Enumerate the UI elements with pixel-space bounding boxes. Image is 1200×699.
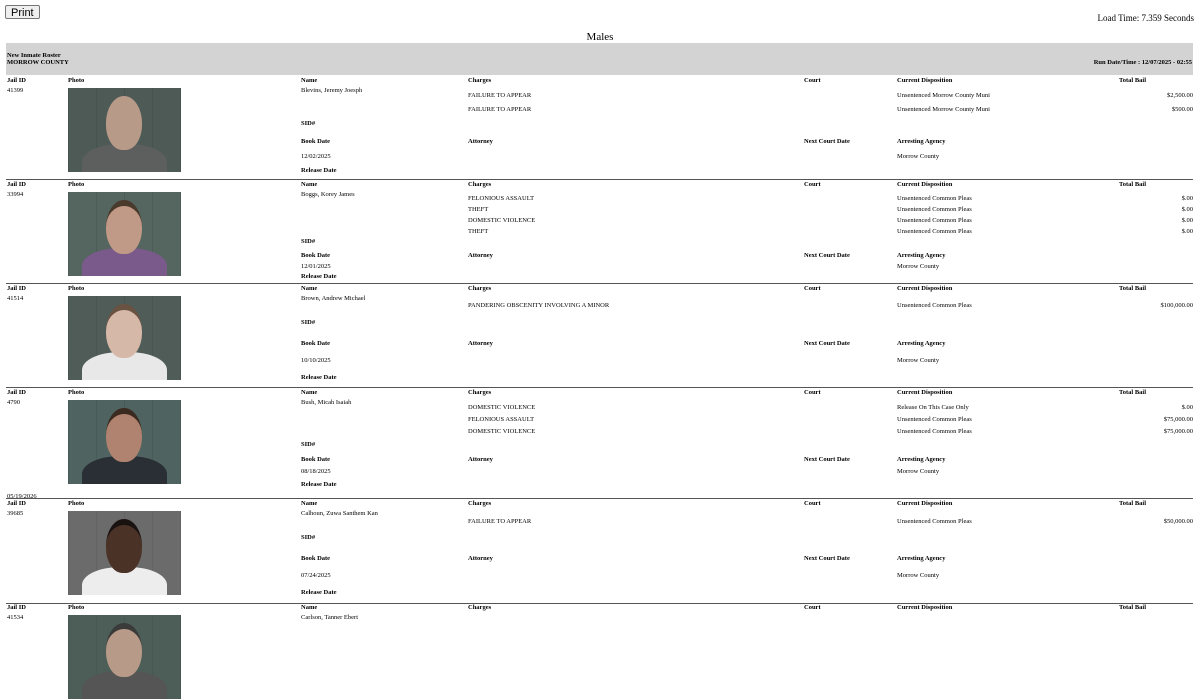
court-label: Court (804, 285, 821, 292)
record-divider (6, 179, 1193, 180)
disposition: Unsentenced Common Pleas (897, 195, 972, 202)
arresting-agency-label: Arresting Agency (897, 456, 946, 463)
inmate-photo[interactable] (68, 511, 181, 595)
release-date: 05/19/2026 (7, 493, 37, 500)
disposition-label: Current Disposition (897, 500, 953, 507)
inmate-photo[interactable] (68, 615, 181, 699)
release-date-label: Release Date (301, 589, 337, 596)
disposition: Unsentenced Common Pleas (897, 217, 972, 224)
sid-label: SID# (301, 441, 316, 448)
total-bail-label: Total Bail (1119, 181, 1147, 188)
disposition-label: Current Disposition (897, 604, 953, 611)
name-label: Name (301, 389, 318, 396)
inmate-name: Carlson, Tanner Ebert (301, 614, 359, 621)
jail-id-label: Jail ID (7, 500, 26, 507)
release-date-label: Release Date (301, 167, 337, 174)
release-date-label: Release Date (301, 481, 337, 488)
photo-label: Photo (68, 181, 85, 188)
court-label: Court (804, 77, 821, 84)
roster-banner (6, 43, 1193, 75)
name-label: Name (301, 77, 318, 84)
disposition: Unsentenced Common Pleas (897, 228, 972, 235)
inmate-name: Bush, Micah Isaiah (301, 399, 352, 406)
disposition: Unsentenced Morrow County Muni (897, 106, 990, 113)
arresting-agency-label: Arresting Agency (897, 555, 946, 562)
record-divider (6, 603, 1193, 604)
jail-id-label: Jail ID (7, 77, 26, 84)
next-court-date-label: Next Court Date (804, 456, 850, 463)
inmate-photo[interactable] (68, 400, 181, 484)
photo-label: Photo (68, 77, 85, 84)
attorney-label: Attorney (468, 138, 493, 145)
charge: THEFT (468, 228, 489, 235)
disposition: Unsentenced Common Pleas (897, 206, 972, 213)
book-date: 12/02/2025 (301, 153, 331, 160)
book-date: 10/10/2025 (301, 357, 331, 364)
attorney-label: Attorney (468, 340, 493, 347)
book-date-label: Book Date (301, 252, 331, 259)
disposition: Unsentenced Common Pleas (897, 428, 972, 435)
disposition-label: Current Disposition (897, 181, 953, 188)
charges-label: Charges (468, 389, 492, 396)
name-label: Name (301, 604, 318, 611)
jail-id-label: Jail ID (7, 389, 26, 396)
inmate-name: Calhoun, Zuwa Santhem Kan (301, 510, 378, 517)
section-title: Males (586, 31, 614, 43)
book-date-label: Book Date (301, 555, 331, 562)
jail-id-label: Jail ID (7, 181, 26, 188)
jail-id-label: Jail ID (7, 604, 26, 611)
charge: FELONIOUS ASSAULT (468, 195, 535, 202)
release-date-label: Release Date (301, 374, 337, 381)
charges-label: Charges (468, 285, 492, 292)
next-court-date-label: Next Court Date (804, 138, 850, 145)
arresting-agency: Morrow County (897, 263, 940, 270)
inmate-name: Boggs, Korey James (301, 191, 355, 198)
jail-id: 41514 (7, 295, 24, 302)
name-label: Name (301, 181, 318, 188)
record-divider (6, 387, 1193, 388)
load-time: Load Time: 7.359 Seconds (1097, 13, 1194, 23)
charges-label: Charges (468, 500, 492, 507)
sid-label: SID# (301, 534, 316, 541)
charge: DOMESTIC VIOLENCE (468, 217, 536, 224)
jail-id: 39685 (7, 510, 24, 517)
disposition: Unsentenced Common Pleas (897, 518, 972, 525)
charges-label: Charges (468, 604, 492, 611)
disposition-label: Current Disposition (897, 285, 953, 292)
book-date-label: Book Date (301, 456, 331, 463)
disposition: Unsentenced Common Pleas (897, 302, 972, 309)
charge: DOMESTIC VIOLENCE (468, 428, 536, 435)
charges-label: Charges (468, 77, 492, 84)
total-bail-label: Total Bail (1119, 285, 1147, 292)
inmate-photo[interactable] (68, 192, 181, 276)
book-date: 07/24/2025 (301, 572, 331, 579)
bail-amount: $.00 (1181, 195, 1193, 202)
record-divider (6, 498, 1193, 499)
arresting-agency: Morrow County (897, 153, 940, 160)
run-datetime: Run Date/Time : 12/07/2025 - 02:55 (1093, 59, 1192, 66)
attorney-label: Attorney (468, 252, 493, 259)
next-court-date-label: Next Court Date (804, 340, 850, 347)
court-label: Court (804, 604, 821, 611)
charge: FAILURE TO APPEAR (468, 518, 532, 525)
charge: FAILURE TO APPEAR (468, 106, 532, 113)
inmate-name: Brown, Andrew Michael (301, 295, 366, 302)
disposition: Unsentenced Common Pleas (897, 416, 972, 423)
jail-id-label: Jail ID (7, 285, 26, 292)
total-bail-label: Total Bail (1119, 500, 1147, 507)
arresting-agency-label: Arresting Agency (897, 252, 946, 259)
photo-label: Photo (68, 389, 85, 396)
total-bail-label: Total Bail (1119, 77, 1147, 84)
record-divider (6, 283, 1193, 284)
bail-amount: $50,000.00 (1163, 518, 1193, 525)
sid-label: SID# (301, 238, 316, 245)
charges-label: Charges (468, 181, 492, 188)
jail-id: 41534 (7, 614, 24, 621)
next-court-date-label: Next Court Date (804, 252, 850, 259)
name-label: Name (301, 500, 318, 507)
inmate-name: Blevins, Jeremy Joesph (301, 87, 363, 94)
book-date: 08/18/2025 (301, 468, 331, 475)
bail-amount: $2,500.00 (1167, 92, 1193, 99)
bail-amount: $500.00 (1171, 106, 1193, 113)
bail-amount: $100,000.00 (1160, 302, 1193, 309)
bail-amount: $75,000.00 (1163, 428, 1193, 435)
court-label: Court (804, 181, 821, 188)
disposition: Release On This Case Only (897, 404, 969, 411)
court-label: Court (804, 500, 821, 507)
release-date-label: Release Date (301, 273, 337, 280)
book-date: 12/01/2025 (301, 263, 331, 270)
disposition: Unsentenced Morrow County Muni (897, 92, 990, 99)
inmate-photo[interactable] (68, 296, 181, 380)
book-date-label: Book Date (301, 138, 331, 145)
photo-label: Photo (68, 285, 85, 292)
arresting-agency: Morrow County (897, 468, 940, 475)
arresting-agency: Morrow County (897, 357, 940, 364)
arresting-agency: Morrow County (897, 572, 940, 579)
charge: FAILURE TO APPEAR (468, 92, 532, 99)
disposition-label: Current Disposition (897, 77, 953, 84)
attorney-label: Attorney (468, 456, 493, 463)
arresting-agency-label: Arresting Agency (897, 340, 946, 347)
next-court-date-label: Next Court Date (804, 555, 850, 562)
charge: THEFT (468, 206, 489, 213)
bail-amount: $.00 (1181, 404, 1193, 411)
bail-amount: $.00 (1181, 228, 1193, 235)
disposition-label: Current Disposition (897, 389, 953, 396)
jail-id: 41399 (7, 87, 24, 94)
bail-amount: $75,000.00 (1163, 416, 1193, 423)
jail-id: 33994 (7, 191, 24, 198)
charge: PANDERING OBSCENITY INVOLVING A MINOR (468, 302, 610, 309)
sid-label: SID# (301, 319, 316, 326)
inmate-photo[interactable] (68, 88, 181, 172)
total-bail-label: Total Bail (1119, 604, 1147, 611)
print-button[interactable]: Print (5, 5, 40, 19)
court-label: Court (804, 389, 821, 396)
bail-amount: $.00 (1181, 206, 1193, 213)
charge: DOMESTIC VIOLENCE (468, 404, 536, 411)
total-bail-label: Total Bail (1119, 389, 1147, 396)
county-name: MORROW COUNTY (7, 59, 69, 66)
attorney-label: Attorney (468, 555, 493, 562)
arresting-agency-label: Arresting Agency (897, 138, 946, 145)
name-label: Name (301, 285, 318, 292)
roster-title: New Inmate Roster (7, 52, 61, 59)
photo-label: Photo (68, 604, 85, 611)
bail-amount: $.00 (1181, 217, 1193, 224)
jail-id: 4790 (7, 399, 20, 406)
photo-label: Photo (68, 500, 85, 507)
book-date-label: Book Date (301, 340, 331, 347)
charge: FELONIOUS ASSAULT (468, 416, 535, 423)
sid-label: SID# (301, 120, 316, 127)
